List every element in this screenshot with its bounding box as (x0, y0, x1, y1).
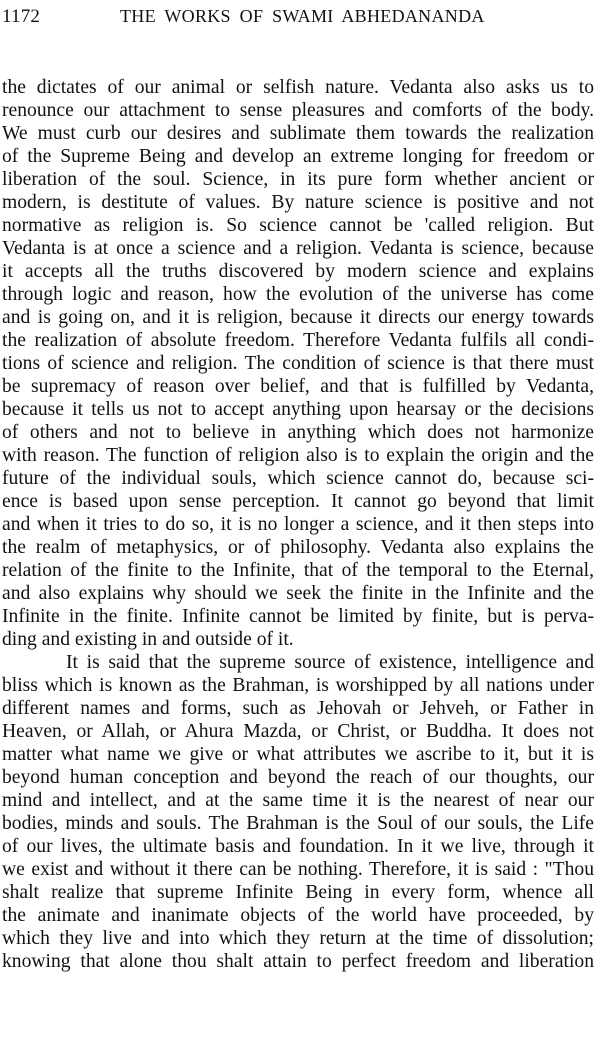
text-line: It is said that the supreme source of existence, intelligence and (66, 652, 594, 673)
text-line: ding and existing in and outside of it. (2, 629, 294, 650)
text-line: normative as religion is. So science cannot be 'called religion. But (2, 215, 594, 236)
text-line: we exist and without it there can be nothing. Therefore, it is said : "Thou (2, 859, 594, 880)
text-line: with reason. The function of religion also is to explain the origin and the (2, 445, 594, 466)
text-line: it accepts all the truths discovered by modern science and explains (2, 261, 594, 282)
text-line: relation of the finite to the Infinite, that of the temporal to the Eternal, (2, 560, 594, 581)
text-line: and also explains why should we seek the finite in the Infinite and the (2, 583, 594, 604)
text-line: bliss which is known as the Brahman, is worshipped by all nations under (2, 675, 594, 696)
text-line: which they live and into which they return at the time of dissolution; (2, 928, 594, 949)
text-line: shalt realize that supreme Infinite Being in every form, whence all (2, 882, 594, 903)
text-line: be supremacy of reason over belief, and that is fulfilled by Vedanta, (2, 376, 594, 397)
paragraph-brahman (2, 651, 594, 973)
text-line: future of the individual souls, which science cannot do, because sci- (2, 468, 594, 489)
page-header (2, 4, 594, 30)
text-line: of our lives, the ultimate basis and foundation. In it we live, through it (2, 836, 594, 857)
text-line: the dictates of our animal or selfish nature. Vedanta also asks us to (2, 77, 594, 98)
text-line: modern, is destitute of values. By nature science is positive and not (2, 192, 594, 213)
text-line: Vedanta is at once a science and a religion. Vedanta is science, because (2, 238, 594, 259)
text-line: ence is based upon sense perception. It cannot go beyond that limit (2, 491, 594, 512)
page-number: 1172 (2, 6, 41, 27)
text-line: and is going on, and it is religion, because it directs our energy towards (2, 307, 594, 328)
text-line: because it tells us not to accept anything upon hearsay or the decisions (2, 399, 594, 420)
text-line: tions of science and religion. The condition of science is that there must (2, 353, 594, 374)
text-line: the realization of absolute freedom. Therefore Vedanta fulfils all condi- (2, 330, 594, 351)
text-line: the realm of metaphysics, or of philosophy. Vedanta also explains the (2, 537, 594, 558)
text-line: through logic and reason, how the evolution of the universe has come (2, 284, 594, 305)
text-line: liberation of the soul. Science, in its pure form whether ancient or (2, 169, 594, 190)
text-line: and when it tries to do so, it is no longer a science, and it then steps into (2, 514, 594, 535)
text-line: renounce our attachment to sense pleasures and comforts of the body. (2, 100, 594, 121)
text-line: mind and intellect, and at the same time it is the nearest of near our (2, 790, 594, 811)
text-line: of others and not to believe in anything which does not harmonize (2, 422, 594, 443)
text-line: beyond human conception and beyond the reach of our thoughts, our (2, 767, 594, 788)
text-line: of the Supreme Being and develop an extreme longing for freedom or (2, 146, 594, 167)
paragraph-vedanta-science-religion (2, 76, 594, 651)
text-line: Heaven, or Allah, or Ahura Mazda, or Christ, or Buddha. It does not (2, 721, 594, 742)
text-line: matter what name we give or what attributes we ascribe to it, but it is (2, 744, 594, 765)
running-head: THE WORKS OF SWAMI ABHEDANANDA (120, 6, 485, 26)
text-line: the animate and inanimate objects of the world have proceeded, by (2, 905, 594, 926)
text-line: Infinite in the finite. Infinite cannot be limited by finite, but is perva- (2, 606, 594, 627)
text-line: We must curb our desires and sublimate them towards the realization (2, 123, 594, 144)
text-line: bodies, minds and souls. The Brahman is the Soul of our souls, the Life (2, 813, 594, 834)
text-line: knowing that alone thou shalt attain to perfect freedom and liberation (2, 951, 594, 972)
body-text (2, 76, 594, 973)
text-line: different names and forms, such as Jehovah or Jehveh, or Father in (2, 698, 594, 719)
